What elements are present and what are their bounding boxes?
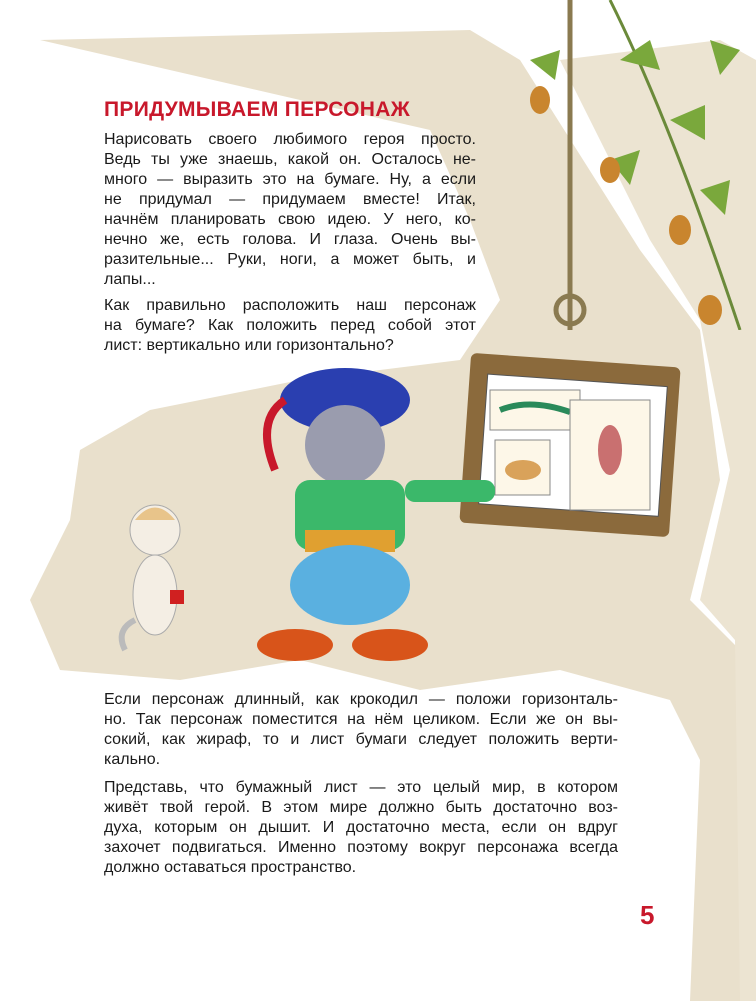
text-line: кально.	[104, 751, 161, 768]
text-line: Ведь ты уже знаешь, какой он. Осталось не-	[104, 151, 476, 168]
vine-illustration	[470, 0, 756, 330]
text-line: Представь, что бумажный лист — это целый мир, в котором	[104, 779, 618, 796]
small-creature-illustration	[110, 490, 200, 660]
paragraph-3	[104, 690, 618, 770]
text-line: захочет подвигаться. Именно поэтому вокруг персонажа всегда	[104, 839, 618, 856]
text-line: разительные... Руки, ноги, а может быть, и	[104, 251, 476, 268]
text-line: духа, которым он дышит. И достаточно места, если он вдруг	[104, 819, 618, 836]
text-line: нечно же, есть голова. И глаза. Очень вы-	[104, 231, 476, 248]
text-line: но. Так персонаж поместится на нём целиком. Если же он вы-	[104, 711, 618, 728]
text-line: живёт твой герой. В этом мире должно быть достаточно воз-	[104, 799, 618, 816]
text-line: сокий, как жираф, то и лист бумаги следует положить верти-	[104, 731, 618, 748]
text-line: не придумал — придумаем вместе! Итак,	[104, 191, 476, 208]
text-line: лапы...	[104, 271, 156, 288]
text-line: Если персонаж длинный, как крокодил — положи горизонталь-	[104, 691, 618, 708]
text-line: Как правильно расположить наш персонаж	[104, 297, 476, 314]
text-line: начнём планировать свою идею. У него, ко-	[104, 211, 476, 228]
paragraph-2	[104, 296, 476, 356]
text-line: Нарисовать своего любимого героя просто.	[104, 131, 476, 148]
text-line: на бумаге? Как положить перед собой этот	[104, 317, 476, 334]
text-line: много — выразить это на бумаге. Ну, а если	[104, 171, 476, 188]
page-number: 5	[640, 900, 655, 930]
page-title: ПРИДУМЫВАЕМ ПЕРСОНАЖ	[104, 98, 411, 121]
paragraph-4	[104, 778, 618, 878]
paragraph-1	[104, 130, 476, 290]
text-line: лист: вертикально или горизонтально?	[104, 337, 394, 354]
text-line: должно оставаться пространство.	[104, 859, 357, 876]
cat-character-illustration	[225, 360, 525, 670]
